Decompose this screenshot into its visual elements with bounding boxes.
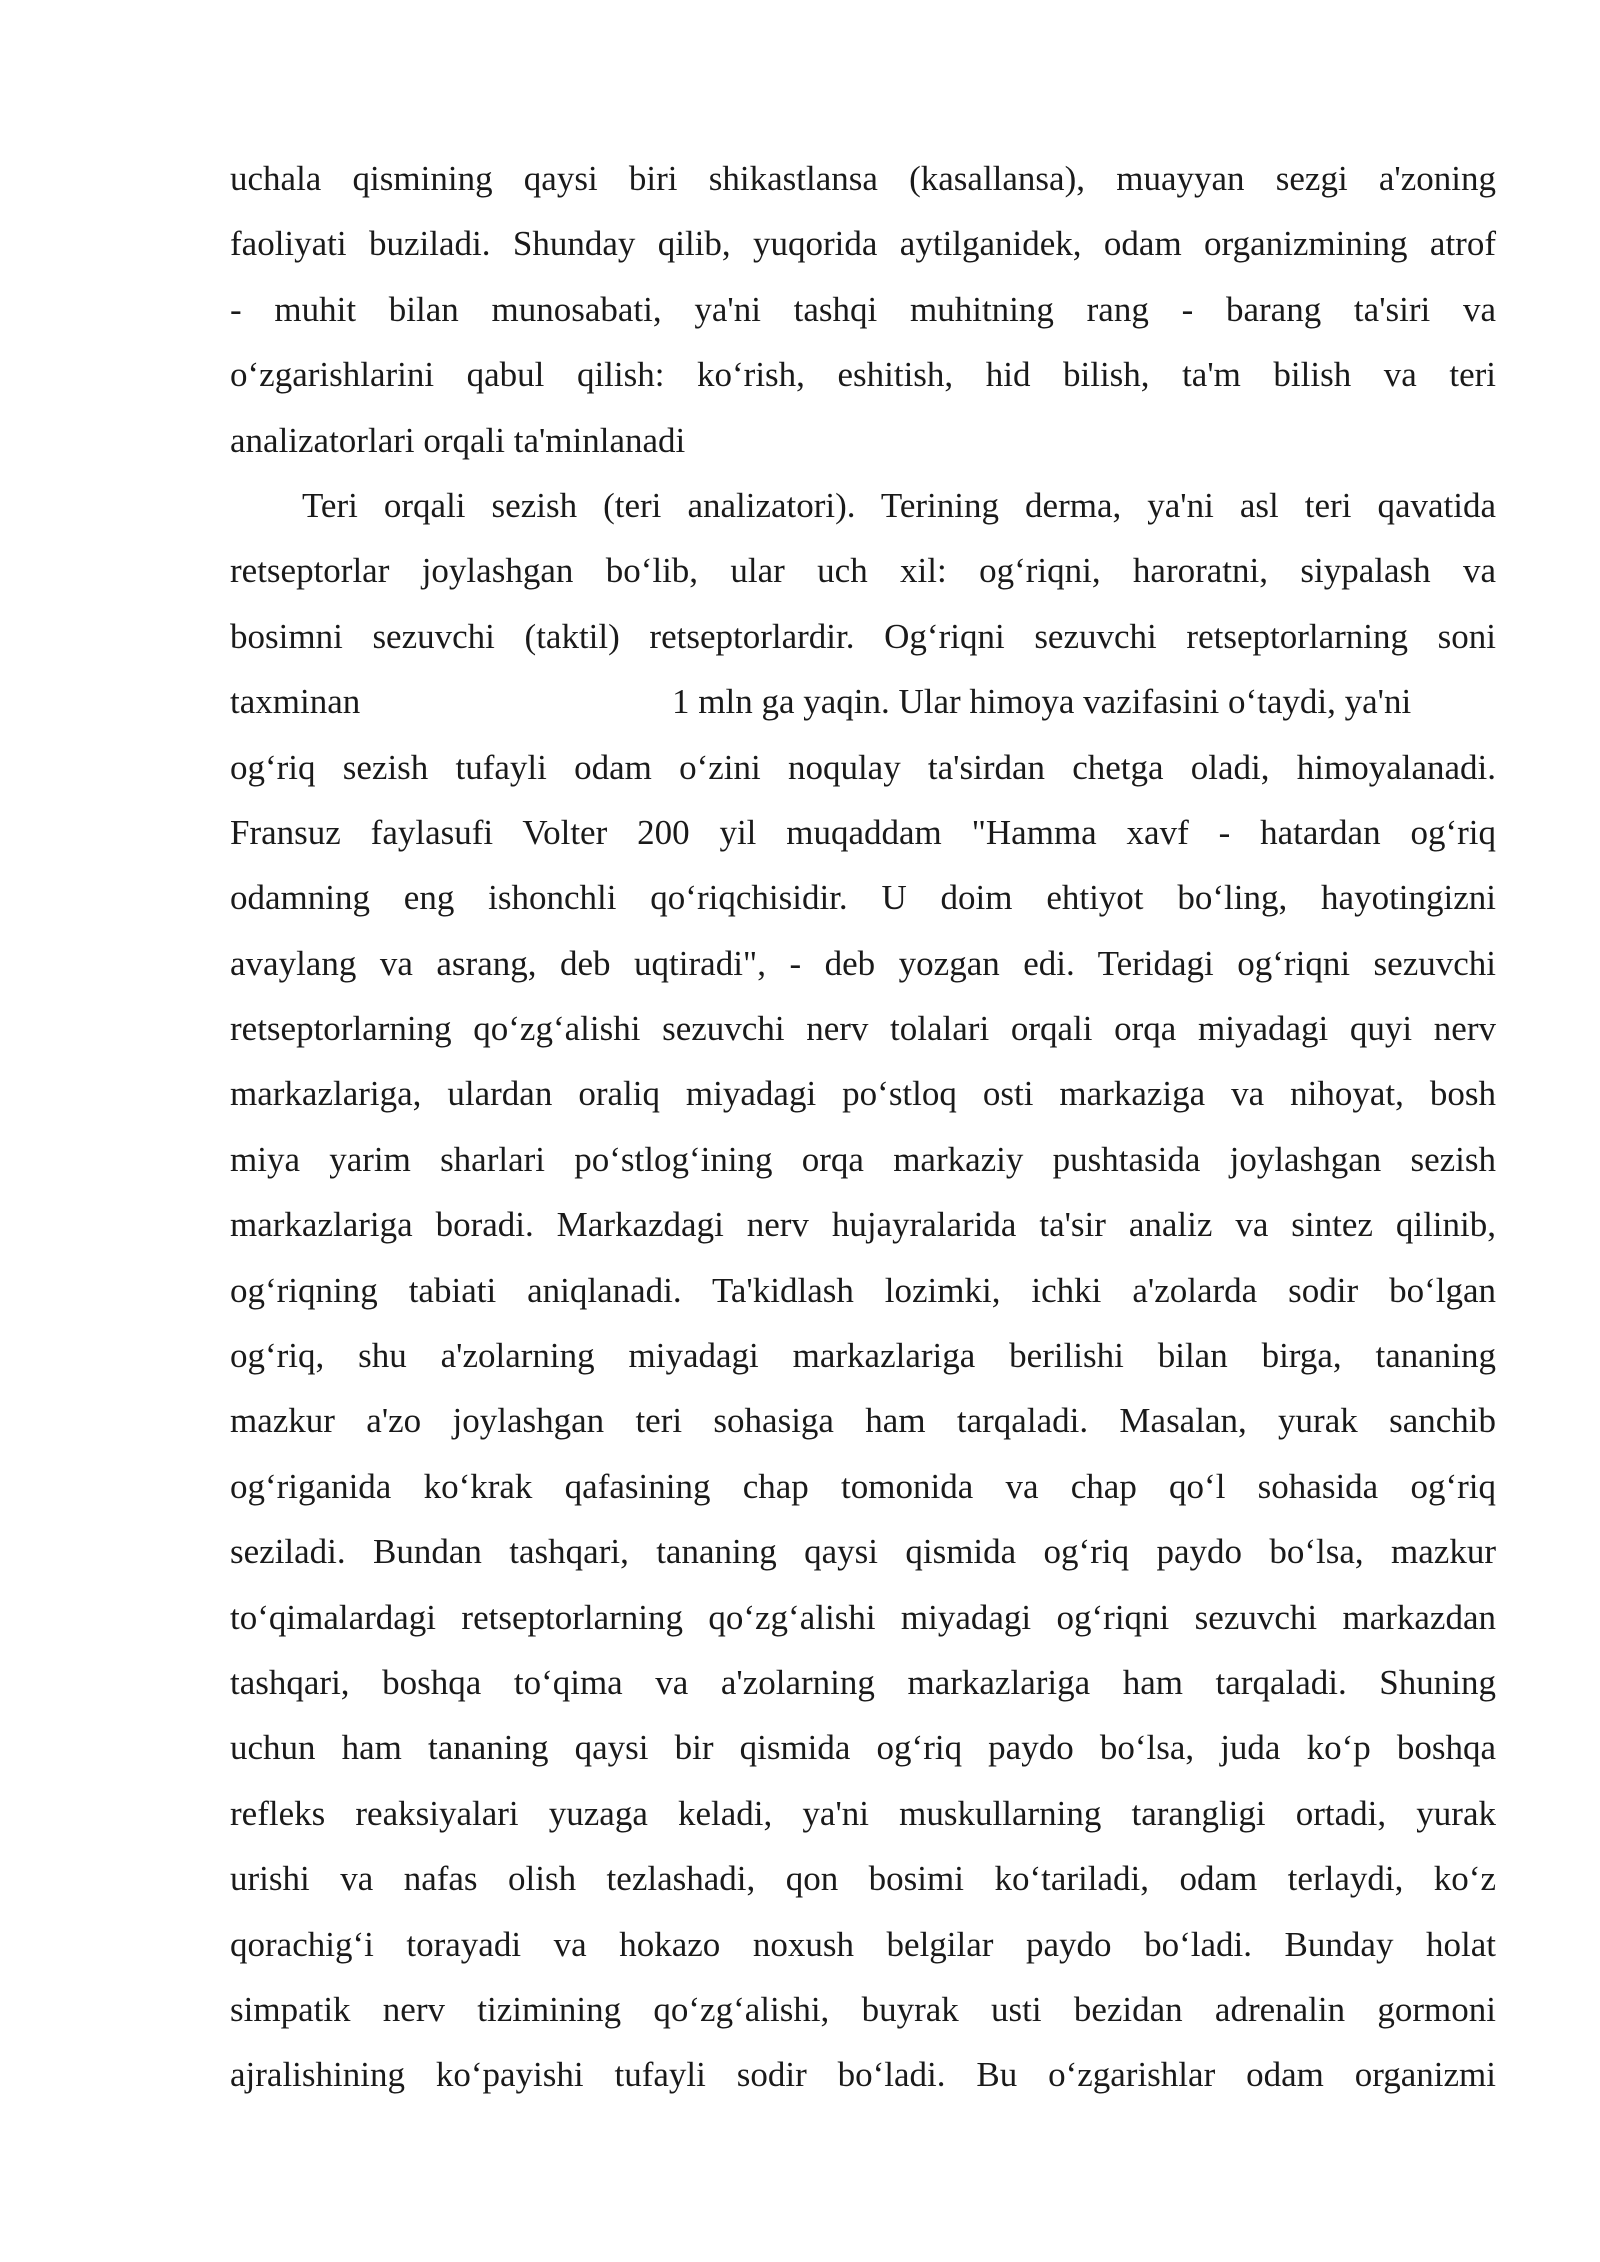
text-line: faoliyati buziladi. Shunday qilib, yuqorida aytilganidek, odam organizmining atrof [230, 224, 1496, 264]
text-fragment: 1 mln ga yaqin. Ular himoya vazifasini o‘taydi, ya'ni [672, 682, 1412, 722]
text-line: avaylang va asrang, deb uqtiradi", - deb yozgan edi. Teridagi og‘riqni sezuvchi [230, 943, 1496, 983]
text-line-split [230, 669, 1496, 734]
text-line: markazlariga boradi. Markazdagi nerv hujayralarida ta'sir analiz va sintez qilinib, [230, 1205, 1496, 1245]
text-line: bosimni sezuvchi (taktil) retseptorlardir. Og‘riqni sezuvchi retseptorlarning soni [230, 616, 1496, 656]
text-line: Fransuz faylasufi Volter 200 yil muqaddam "Hamma xavf - hatardan og‘riq [230, 812, 1496, 852]
text-line: miya yarim sharlari po‘stlog‘ining orqa markaziy pushtasida joylashgan sezish [230, 1139, 1496, 1179]
text-line: og‘riganida ko‘krak qafasining chap tomonida va chap qo‘l sohasida og‘riq [230, 1466, 1496, 1506]
text-line: seziladi. Bundan tashqari, tananing qaysi qismida og‘riq paydo bo‘lsa, mazkur [230, 1532, 1496, 1572]
text-line: o‘zgarishlarini qabul qilish: ko‘rish, eshitish, hid bilish, ta'm bilish va teri [230, 355, 1496, 395]
body-text [230, 146, 1496, 2108]
text-line: analizatorlari orqali ta'minlanadi [230, 420, 686, 460]
text-line: markazlariga, ulardan oraliq miyadagi po‘stloq osti markaziga va nihoyat, bosh [230, 1074, 1496, 1114]
text-line: qorachig‘i torayadi va hokazo noxush belgilar paydo bo‘ladi. Bunday holat [230, 1924, 1496, 1964]
text-line: odamning eng ishonchli qo‘riqchisidir. U doim ehtiyot bo‘ling, hayotingizni [230, 878, 1496, 918]
text-line: og‘riqning tabiati aniqlanadi. Ta'kidlash lozimki, ichki a'zolarda sodir bo‘lgan [230, 1270, 1496, 1310]
text-line: tashqari, boshqa to‘qima va a'zolarning markazlariga ham tarqaladi. Shuning [230, 1662, 1496, 1702]
text-line: uchala qismining qaysi biri shikastlansa (kasallansa), muayyan sezgi a'zoning [230, 159, 1496, 198]
text-line: simpatik nerv tizimining qo‘zg‘alishi, buyrak usti bezidan adrenalin gormoni [230, 1989, 1496, 2029]
text-fragment: taxminan [230, 682, 361, 722]
text-line: retseptorlar joylashgan bo‘lib, ular uch xil: og‘riqni, haroratni, siypalash va [230, 551, 1496, 591]
text-line: Teri orqali sezish (teri analizatori). Terining derma, ya'ni asl teri qavatida [302, 485, 1496, 525]
text-line: urishi va nafas olish tezlashadi, qon bosimi ko‘tariladi, odam terlaydi, ko‘z [230, 1859, 1496, 1899]
text-line: ajralishining ko‘payishi tufayli sodir bo‘ladi. Bu o‘zgarishlar odam organizmi [230, 2055, 1496, 2095]
text-line: uchun ham tananing qaysi bir qismida og‘riq paydo bo‘lsa, juda ko‘p boshqa [230, 1728, 1496, 1768]
text-line: - muhit bilan munosabati, ya'ni tashqi muhitning rang - barang ta'siri va [230, 289, 1496, 329]
text-line: refleks reaksiyalari yuzaga keladi, ya'ni muskullarning tarangligi ortadi, yurak [230, 1793, 1496, 1833]
text-line: og‘riq sezish tufayli odam o‘zini noqulay ta'sirdan chetga oladi, himoyalanadi. [230, 747, 1496, 787]
text-line: retseptorlarning qo‘zg‘alishi sezuvchi nerv tolalari orqali orqa miyadagi quyi nerv [230, 1009, 1496, 1049]
text-line: mazkur a'zo joylashgan teri sohasiga ham tarqaladi. Masalan, yurak sanchib [230, 1401, 1496, 1441]
text-line: og‘riq, shu a'zolarning miyadagi markazlariga berilishi bilan birga, tananing [230, 1336, 1496, 1376]
text-line: to‘qimalardagi retseptorlarning qo‘zg‘alishi miyadagi og‘riqni sezuvchi markazdan [230, 1597, 1496, 1637]
